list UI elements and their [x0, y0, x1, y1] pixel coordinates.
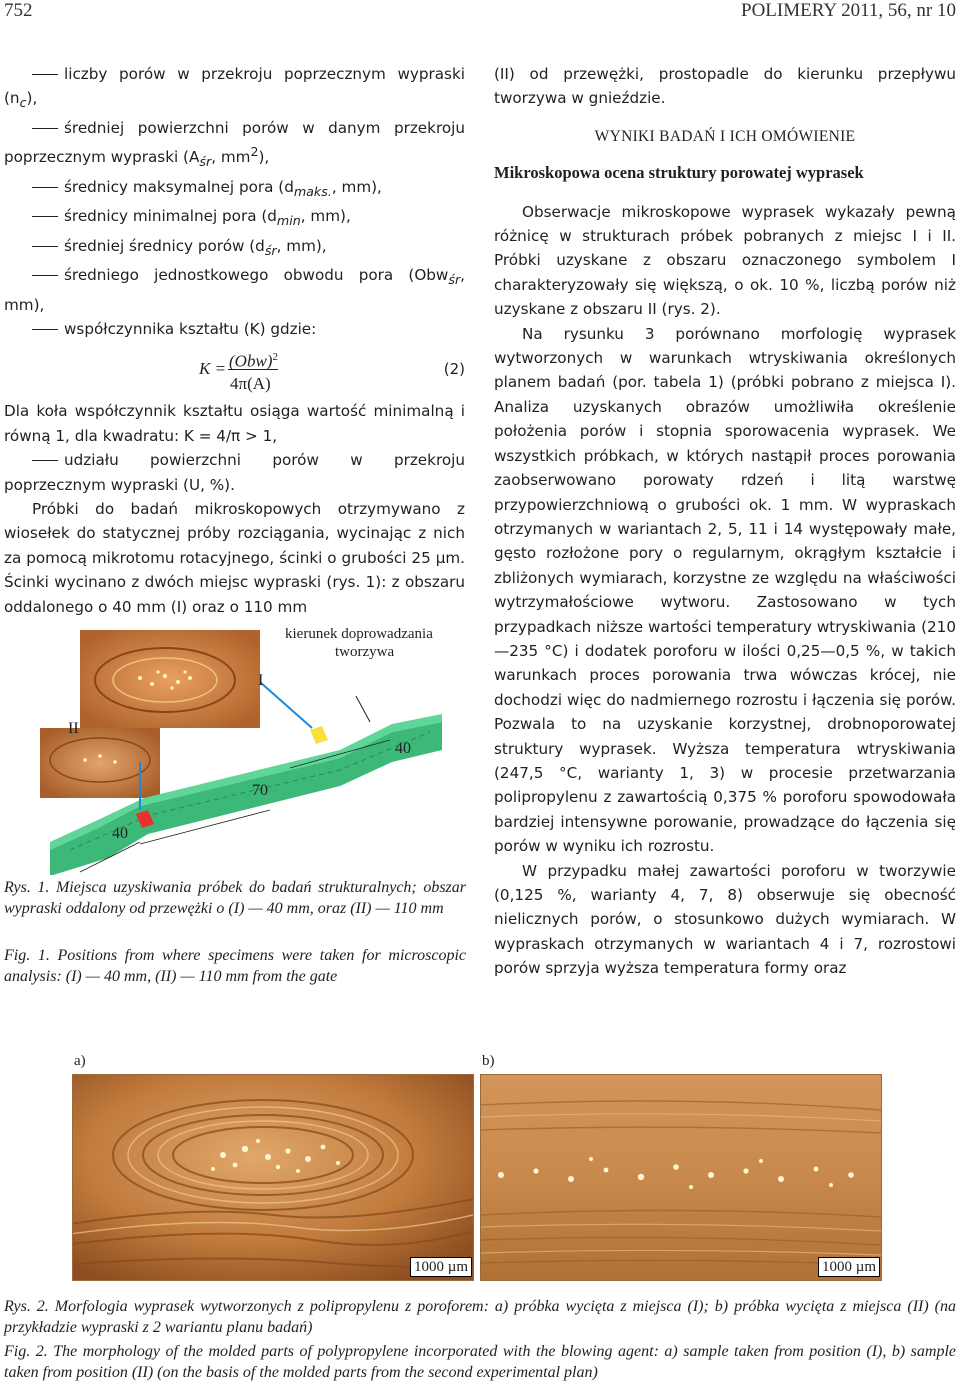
- list-item: współczynnika kształtu (K) gdzie:: [4, 317, 465, 341]
- dimension-40-right: 40: [395, 740, 411, 757]
- journal-header: POLIMERY 2011, 56, nr 10: [741, 0, 956, 21]
- panel-label-b: b): [482, 1053, 495, 1069]
- dimension-70: 70: [252, 782, 268, 799]
- page-number: 752: [4, 0, 33, 21]
- list-item: średniej średnicy porów ($d_{śr}$, mm),: [4, 234, 465, 263]
- paragraph: Dla koła współczynnik kształtu osiąga wartość minimalną i równą 1, dla kwadratu: K = 4/π > 1,: [4, 402, 465, 445]
- left-column: [4, 62, 465, 619]
- paragraph: (II) od przewężki, prostopadle do kierunku przepływu tworzywa w gnieździe.: [494, 65, 956, 108]
- list-item: średniego jednostkowego obwodu pora (Obw$_{śr}$, mm),: [4, 266, 465, 314]
- list-item: średniej powierzchni porów w danym przekroju poprzecznym wypraski ($A_{śr}$, $mm^2$),: [4, 118, 465, 170]
- paragraph: Na rysunku 3 porównano morfologię wyprasek wytworzonych w warunkach wtryskiwania określonych planem badań (por. tabela 1) (próbki pobrano z miejsca I). Analiza uzyskanych obrazów umożliwiła określenie położenia porów i stopnia sporowacenia wyprasek. We wszystkich próbkach, w których nastąpił proces porowania zaobserwowano porowaty rdzeń i litą warstwę przypowierzchniową o grubości ok. 1 mm. W wypraskach otrzymanych w wariantach 2, 5, 11 i 14 występowały małe, gęsto rozłożone pory o regularnym, okrągłym kształcie i zbliżonych wymiarach, korzystne ze względu na właściwości wytrzymałościowe wytworu. Zastosowano w tych przypadkach niższe wartości temperatury wtryskiwania (210—235 °C) i dodatek poroforu w ilości 0,25—0,5 %, w takich warunkach proces porowania trwa wówczas krócej, nie dochodzi więc do nadmiernego rozrostu i łączenia się porów. Pozwala to na uzyskanie korzystnej, drobnoporowatej struktury wyprasek. Wyższa temperatura wtryskiwania (247,5 °C, warianty 1, 3) w procesie przetwarzania polipropylenu z zawartością 0,375 % poroforu spowodowała bardziej intensywne porowanie, prowadzące do łączenia się porów w wyniku ich rozrostu.: [494, 324, 956, 856]
- scale-bar-a: 1000 µm: [410, 1257, 472, 1277]
- panel-label-a: a): [74, 1053, 86, 1069]
- section-heading: WYNIKI BADAŃ I ICH OMÓWIENIE: [594, 127, 856, 145]
- equation-number: (2): [443, 360, 465, 379]
- figure-1-caption-pl: Rys. 1. Miejsca uzyskiwania próbek do badań strukturalnych; obszar wypraski oddalony od przewężki o (I) — 40 mm, oraz (II) — 110 mm: [4, 879, 466, 918]
- list-item: średnicy minimalnej pora ($d_{min}$, mm),: [4, 204, 465, 233]
- label-I: I: [258, 672, 264, 689]
- figure-2-caption-pl: Rys. 2. Morfologia wyprasek wytworzonych z polipropylenu z poroforem: a) próbka wycięta z miejsca (I); b) próbka wycięta z miejsca (II) (na przykładzie wypraski z 2 wariantu planu badań): [4, 1298, 956, 1337]
- scale-bar-b: 1000 µm: [818, 1257, 880, 1277]
- label-II: II: [68, 720, 79, 737]
- figure-1: [40, 610, 460, 875]
- flow-direction-label-2: tworzywa: [335, 644, 395, 660]
- micrograph-b: [480, 1074, 882, 1281]
- dimension-40-left: 40: [112, 825, 128, 842]
- paragraph: W przypadku małej zawartości poroforu w tworzywie (0,125 %, warianty 4, 7, 8) obserwuje się obecność nielicznych porów, o stosunkowo dużych wymiarach. W wypraskach otrzymanych w wariantach 4 i 7, rozrostowi porów sprzyja wyższa temperatura formy oraz: [494, 861, 956, 978]
- figure-1-caption-en: Fig. 1. Positions from where specimens were taken for microscopic analysis: (I) — 40 mm, (II) — 110 mm from the gate: [4, 947, 466, 986]
- paragraph: Obserwacje mikroskopowe wyprasek wykazały pewną różnicę w strukturach próbek pobranych z miejsc I i II. Próbki uzyskane z obszaru oznaczonego symbolem I charakteryzowały się większą, o ok. 10 %, liczbą porów niż uzyskane z obszaru II (rys. 2).: [494, 202, 956, 319]
- paragraph: Próbki do badań mikroskopowych otrzymywano z wiosełek do statycznej próby rozciągania, wycinając z nich za pomocą mikrotomu rotacyjnego, ścinki o grubości 25 µm. Ścinki wycinano z dwóch miejsc wypraski (rys. 1): z obszaru oddalonego o 40 mm (I) oraz o 110 mm: [4, 499, 465, 616]
- subsection-heading: Mikroskopowa ocena struktury porowatej wyprasek: [494, 163, 864, 183]
- figure-2-caption-en: Fig. 2. The morphology of the molded parts of polypropylene incorporated with the blowing agent: a) sample taken from position (I), b) sample taken from position (II) (on the basis of the molded parts from the second experimental plan): [4, 1343, 956, 1382]
- right-column: [494, 62, 956, 981]
- list-item: udziału powierzchni porów w przekroju poprzecznym wypraski (U, %).: [4, 451, 465, 494]
- inset-micrograph-I: [80, 630, 260, 728]
- list-item: średnicy maksymalnej pora ($d_{maks.}$, mm),: [4, 175, 465, 204]
- list-item: liczby porów w przekroju poprzecznym wypraski $(n_c)$,: [4, 65, 465, 111]
- micrograph-a: [72, 1074, 474, 1281]
- equation-shape-factor: K = (Obw)$^2$ 4π(A) (2): [199, 351, 465, 394]
- flow-direction-label: kierunek doprowadzania: [285, 626, 433, 642]
